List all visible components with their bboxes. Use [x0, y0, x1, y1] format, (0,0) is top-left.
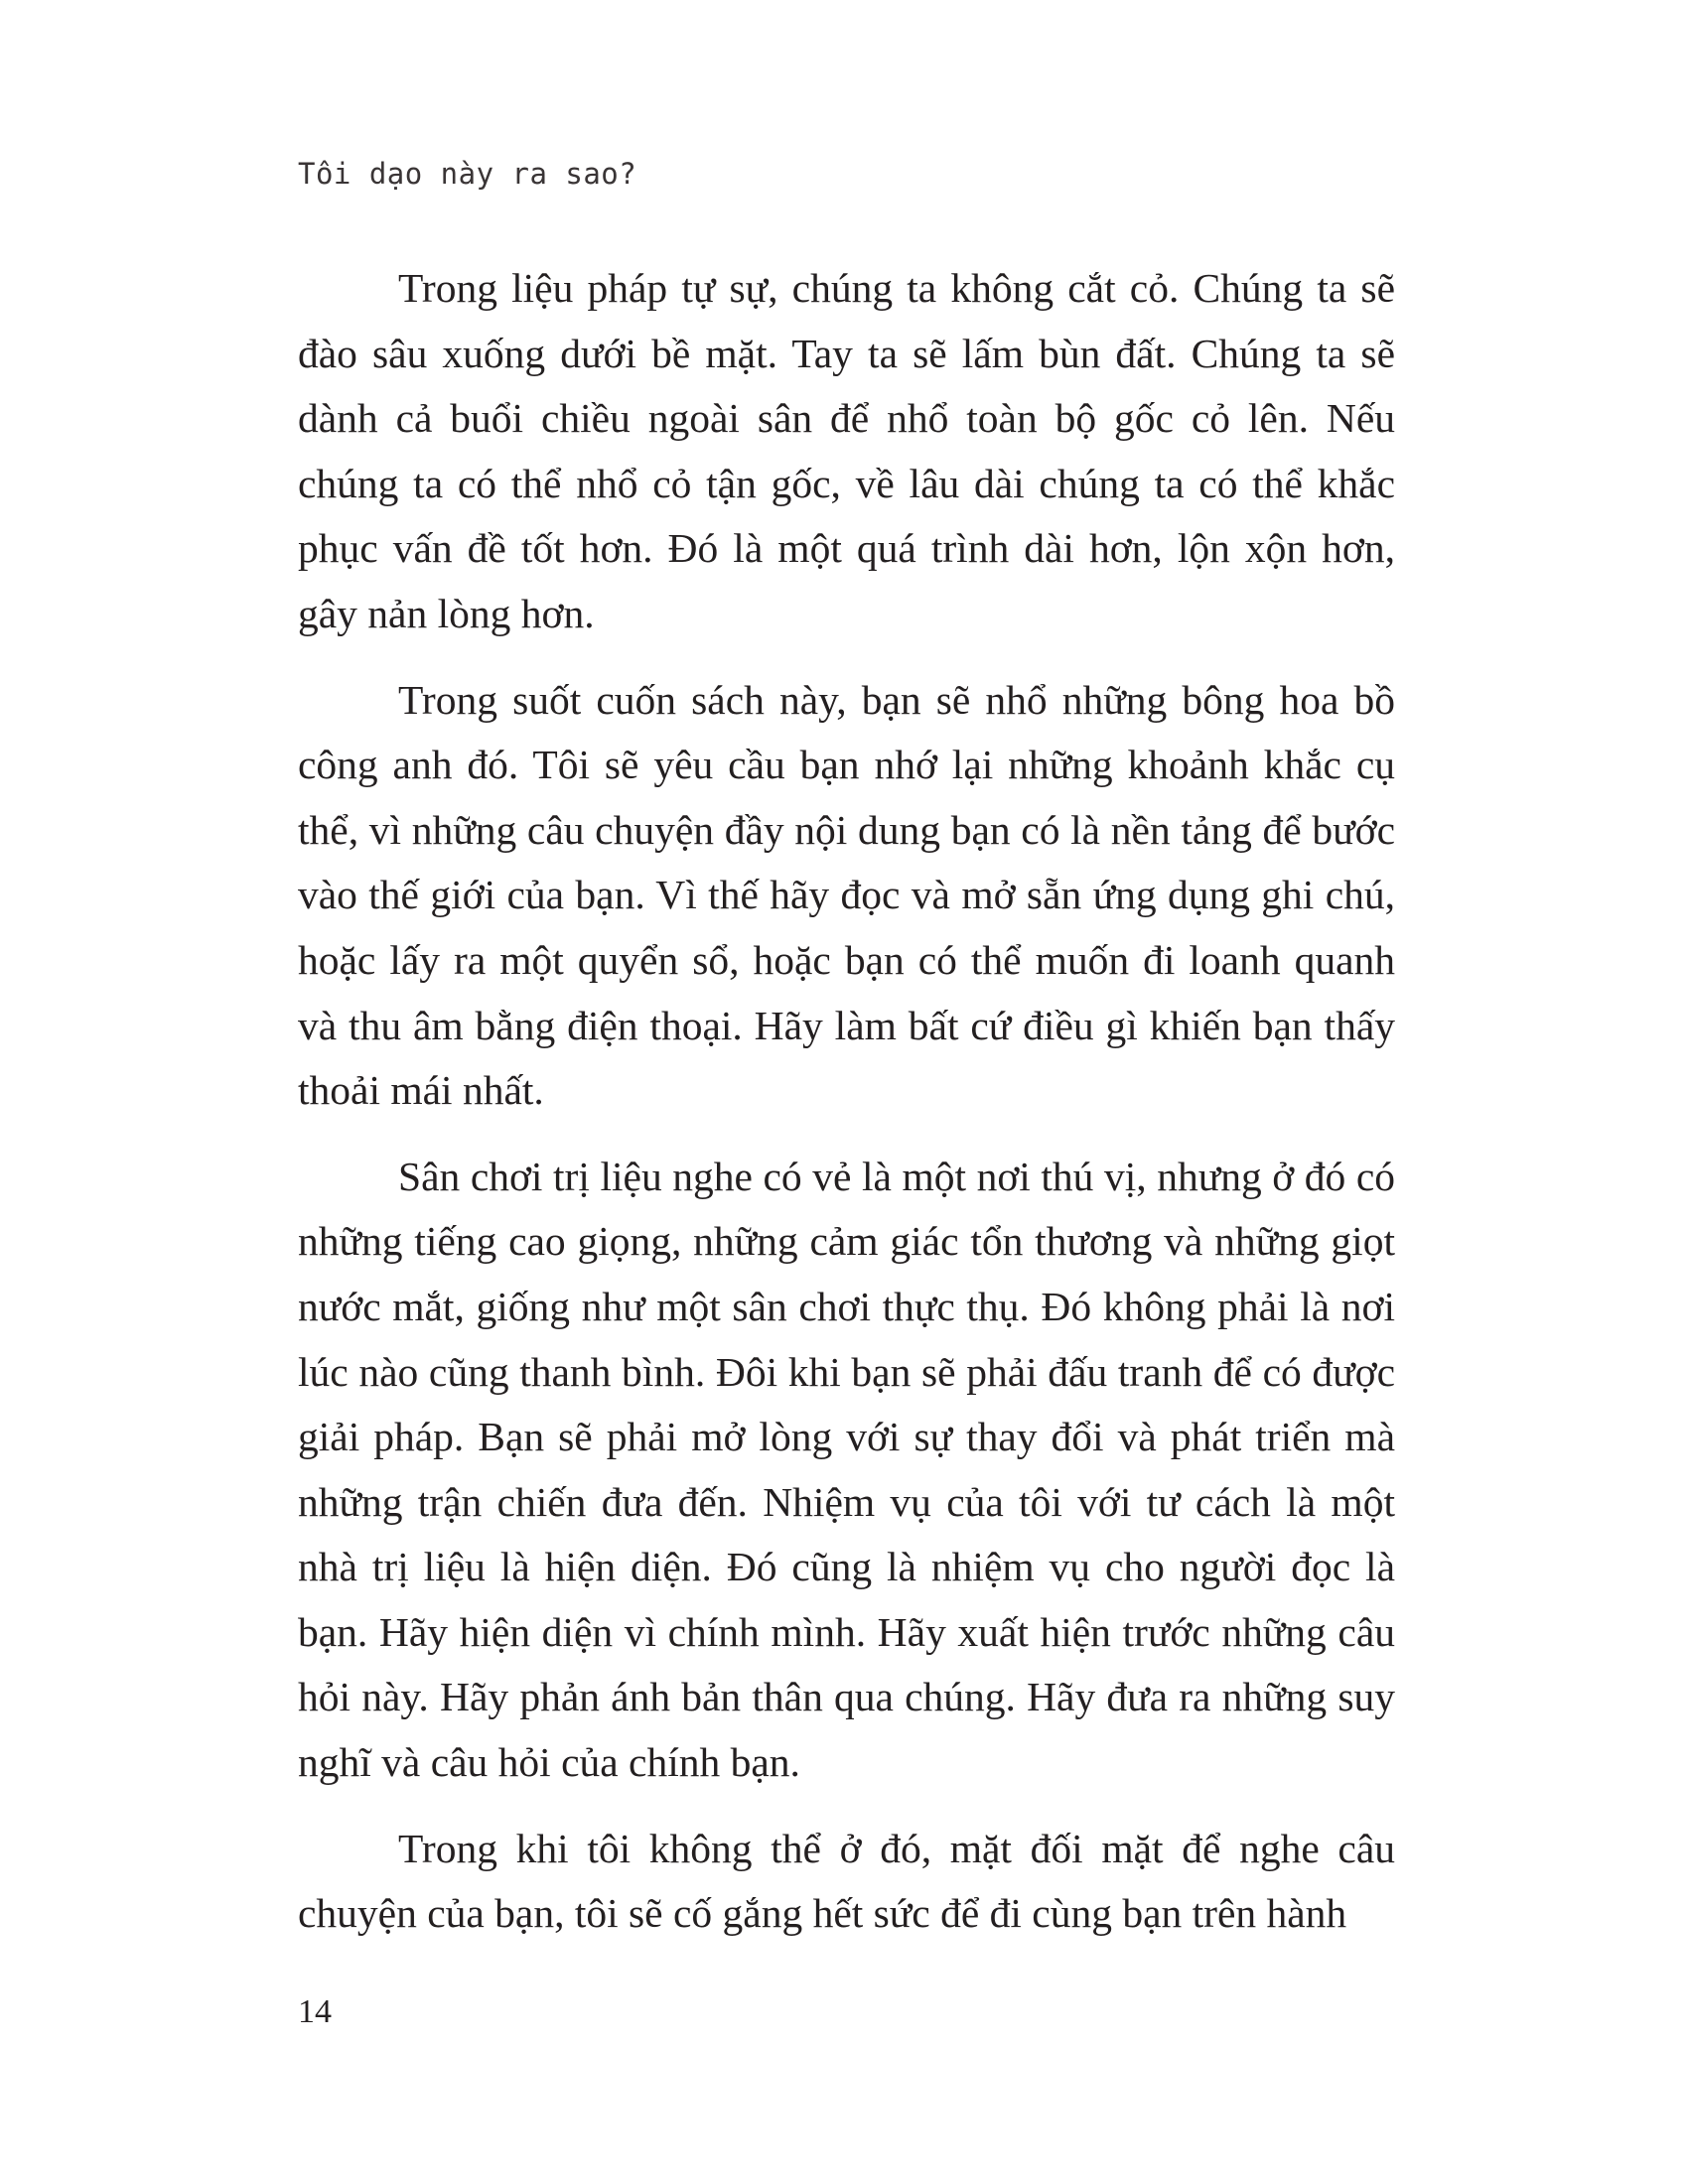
paragraph-1: Trong liệu pháp tự sự, chúng ta không cắt cỏ. Chúng ta sẽ đào sâu xuống dưới bề mặt. Tay ta sẽ lấm bùn đất. Chúng ta sẽ dành cả buổi chiều ngoài sân để nhổ toàn bộ gốc cỏ lên. Nếu chúng ta có thể nhổ cỏ tận gốc, về lâu dài chúng ta có thể khắc phục vấn đề tốt hơn. Đó là một quá trình dài hơn, lộn xộn hơn, gây nản lòng hơn.: [298, 265, 1395, 636]
running-header-title: Tôi dạo này ra sao?: [298, 157, 637, 191]
paragraph-2: Trong suốt cuốn sách này, bạn sẽ nhổ những bông hoa bồ công anh đó. Tôi sẽ yêu cầu bạn nhớ lại những khoảnh khắc cụ thể, vì những câu chuyện đầy nội dung bạn có là nền tảng để bước vào thế giới của bạn. Vì thế hãy đọc và mở sẵn ứng dụng ghi chú, hoặc lấy ra một quyển sổ, hoặc bạn có thể muốn đi loanh quanh và thu âm bằng điện thoại. Hãy làm bất cứ điều gì khiến bạn thấy thoải mái nhất.: [298, 676, 1395, 1114]
page-number: 14: [298, 1993, 332, 2030]
paragraph-4: Trong khi tôi không thể ở đó, mặt đối mặt để nghe câu chuyện của bạn, tôi sẽ cố gắng hết sức để đi cùng bạn trên hành: [298, 1825, 1395, 1937]
paragraph-3: Sân chơi trị liệu nghe có vẻ là một nơi thú vị, nhưng ở đó có những tiếng cao giọng, những cảm giác tổn thương và những giọt nước mắt, giống như một sân chơi thực thụ. Đó không phải là nơi lúc nào cũng thanh bình. Đôi khi bạn sẽ phải đấu tranh để có được giải pháp. Bạn sẽ phải mở lòng với sự thay đổi và phát triển mà những trận chiến đưa đến. Nhiệm vụ của tôi với tư cách là một nhà trị liệu là hiện diện. Đó cũng là nhiệm vụ cho người đọc là bạn. Hãy hiện diện vì chính mình. Hãy xuất hiện trước những câu hỏi này. Hãy phản ánh bản thân qua chúng. Hãy đưa ra những suy nghĩ và câu hỏi của chính bạn.: [298, 1153, 1395, 1786]
body-text: [298, 256, 1395, 1947]
